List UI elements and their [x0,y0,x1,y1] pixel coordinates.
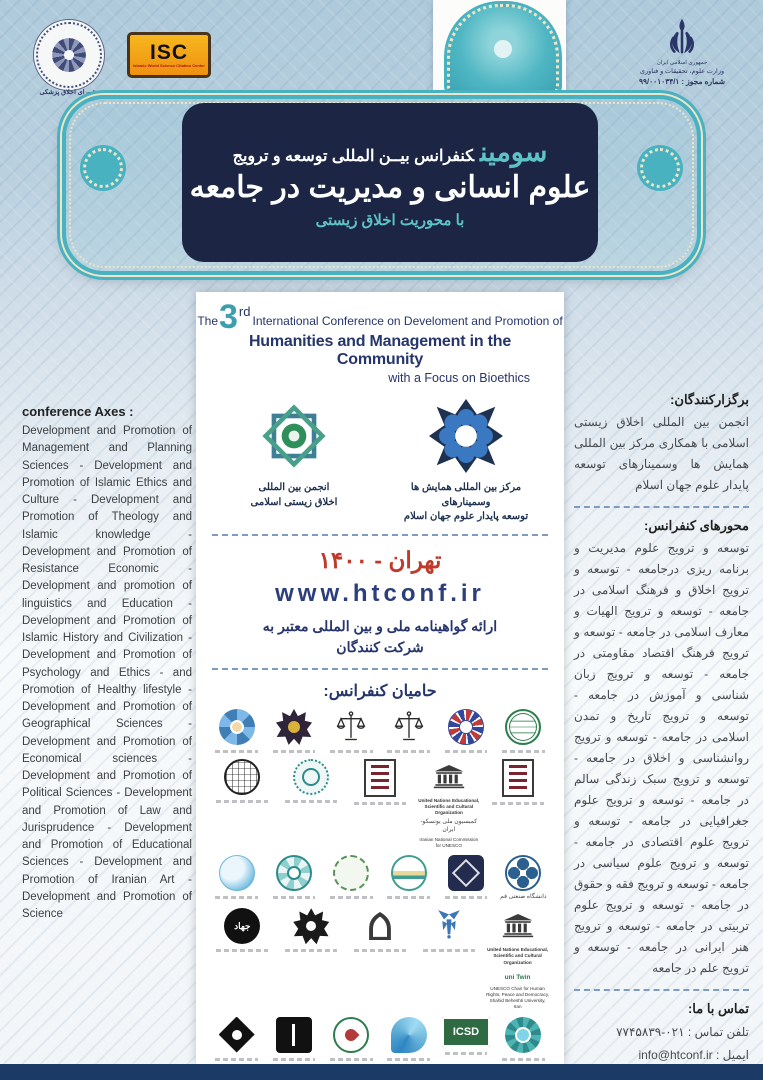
green-ornate-society-logo-caption-line [330,896,373,899]
iran-medical-university-logo [208,1017,265,1061]
english-title-line2: Humanities and Management in the Community [248,333,512,368]
sbu-medical-university-logo-caption-line [273,1058,316,1061]
islamic-azad-university-logo-icon [431,908,467,944]
islamic-human-rights-commission-logo-icon [224,759,260,795]
unesco-logo-label-en2: Iranian National Commission for UNESCO [419,837,479,849]
dark-ornament-institute-logo-caption-line [445,896,488,899]
iran-medical-university-logo-caption-line [215,1058,258,1061]
persian-title-third-word: سومین [480,136,548,167]
isesco-logo-caption-line [502,750,545,753]
bioethics-association-logo-block [215,399,373,525]
wave-seal-center-logo [380,855,437,899]
isc-label: ISC [149,40,188,64]
bioethics-association-caption [215,481,373,510]
unesco-chair-unitwin-logo-unitwin-badge: uni Twin [504,973,531,981]
top-dome-ornament-icon [447,4,559,96]
sponsor-row-3 [208,855,552,902]
sbu-medical-university-logo [265,1017,322,1061]
humanities-cultural-studies-institute-logo-caption-line [285,949,337,952]
humanities-cultural-studies-institute-logo-icon [293,908,329,944]
dark-ornament-institute-logo [437,855,494,899]
medical-ethics-law-research-center-logo-icon [293,759,329,795]
industrial-research-sustainable-development-center-logo [380,1017,437,1061]
gov-line1: جمهوری اسلامی ایران [656,60,708,66]
sponsor-row-2 [208,759,552,850]
water-emblem-logo-caption-line [215,896,258,899]
humanities-cultural-studies-institute-logo [277,908,346,952]
unesco-logo-label-fa: کمیسیون ملی یونسکو- ایران [420,819,478,834]
conference-center-logo-block [387,399,545,525]
justice-scales-logo-icon [391,709,427,745]
header-ornament-area [0,0,763,292]
shahid-beheshti-university-institute-logo-icon [364,759,396,797]
shahid-beheshti-university-law-faculty-logo-icon [502,759,534,797]
wave-seal-center-logo-caption-line [387,896,430,899]
separator [574,506,749,508]
regional-science-info-center-logo-caption-line [273,750,316,753]
english-title-number: 3 [219,298,238,336]
water-emblem-logo [208,855,265,899]
conference-center-caption [387,481,545,525]
unesco-logo [414,759,483,850]
isc-subtext: Islamic World Science Citation Center [133,62,205,68]
right-medallion-icon [640,148,680,188]
iran-ethics-association-logo [495,1017,552,1061]
left-medallion-icon [83,148,123,188]
water-emblem-logo-icon [219,855,255,891]
contact-email: ایمیل : info@htconf.ir [638,1047,749,1062]
judiciary-legal-office-logo-caption-line [330,750,373,753]
law-societies-union-logo-caption-line [215,750,258,753]
persian-title-line1-rest: کنفرانس بیــن المللی توسعه و ترویج [232,147,475,165]
english-title-ordinal: rd [238,304,251,319]
regional-science-info-center-logo-icon [276,709,312,745]
law-societies-union-logo-icon [219,709,255,745]
isesco-logo-icon [505,709,541,745]
green-ornate-society-logo [323,855,380,899]
english-title-line3: with a Focus on Bioethics [388,371,530,385]
university-seal-icon [36,22,102,88]
organizers-title: برگزارکنندگان: [670,392,749,407]
seal-flower-icon [52,38,86,72]
iran-emblem-icon [667,18,697,58]
organizer-logos [208,399,552,525]
center-card [196,292,564,1064]
medical-council-logo [323,1017,380,1061]
quran-sciences-university-logo [346,908,415,952]
justice-scales-logo-caption-line [387,750,430,753]
medical-council-logo-icon [333,1017,369,1053]
government-emblem-block [627,18,737,86]
unesco-chair-unitwin-logo-icon [500,908,536,944]
certificate-note [208,616,552,659]
jahad-daneshgahi-logo-icon: جهاد [224,908,260,944]
teal-compass-society-logo-caption-line [273,896,316,899]
main-content [0,292,763,1064]
teal-compass-society-logo-icon [276,855,312,891]
university-seal-caption: شورای اخلاق پزشکی [39,89,97,96]
english-title-block [197,298,563,385]
islamic-azad-university-logo-caption-line [423,949,475,952]
axes-body-en: Development and Promotion of Management and Planning Sciences - Development and Promotion of Islamic Ethics and Culture - Development and Promotion of Theology and Islamic knowledge - Development and Promotion of Resistance Economic - Development and promotion of linguistics and Education - Development and Promotion of Islamic History and Civilization - Development and Promotion of Psychology and Ethics - and Promotion of Healthy lifestyle - Development and Promotion of Geographical Sciences - Development and Promotion of Economical sciences - Development and Promotion of Political Sciences - Development and Promotion of Law and Jurisprudence - Development and Promotion of Educational Sciences - Development and Promotion of Iranian Art - Development and Promotion of Science [22,425,192,920]
website-url: www.htconf.ir [275,579,485,607]
right-column-persian [564,292,763,1064]
industrial-research-sustainable-development-center-logo-icon [391,1017,427,1053]
unesco-chair-unitwin-logo-label-en: United Nations Educational, Scientific and Cultural Organization [487,947,549,965]
sponsors-title: حامیان کنفرانس: [323,682,437,700]
isesco-logo [495,709,552,753]
child-rights-association-logo [437,709,494,753]
islamic-azad-university-logo [414,908,483,952]
bioethics-association-caption-line1: انجمن بین المللی [258,482,330,493]
contact-block [574,1001,749,1067]
teal-compass-society-logo [265,855,322,899]
jahad-daneshgahi-logo [208,908,277,952]
license-number: شماره مجوز : ۹۹/۰۰۱۰۳۴/۱ [639,77,725,86]
medical-ethics-law-research-center-logo-caption-line [285,800,337,803]
qom-university-of-technology-logo [495,855,552,902]
persian-title-banner [182,103,598,262]
unesco-logo-icon [431,759,467,795]
isc-logo [127,32,211,78]
english-title-line1-rest: International Conference on Develoment and Promotion of [252,314,563,328]
conference-center-logo-icon [429,399,503,473]
medical-ethics-law-research-center-logo [277,759,346,803]
english-title-the: The [197,314,218,328]
qom-university-of-technology-logo-icon [505,855,541,891]
islamic-human-rights-commission-logo-caption-line [216,800,268,803]
footer-bar [0,1064,763,1080]
conference-center-caption-line1: مرکز بین المللی همایش ها وسمینارهای [410,482,522,508]
law-societies-union-logo [208,709,265,753]
jahad-daneshgahi-logo-caption-line [216,949,268,952]
conference-axes-body-fa: توسعه و ترویج علوم مدیریت و برنامه ریزی درجامعه - توسعه و ترویج اخلاق و فرهنگ اسلامی در جامعه - توسعه و ترویج الهیات و معارف اسلامی در جامعه - توسعه و ترویج فرهنگ اقتصاد مقاومتی در جامعه - توسعه و ترویج زبان شناسی و آموزش در جامعه - توسعه و ترویج تاریخ و تمدن اسلامی در جامعه - توسعه و ترویج روانشناسی و اخلاق در جامعه - توسعه و ترویج سبک زندگی سالم در جامعه - توسعه و ترویج علوم جغرافیایی در جامعه - توسعه و ترویج علوم اقتصادی در جامعه - توسعه و ترویج علوم سیاسی در جامعه - توسعه و ترویج فقه و حقوق در جامعه - توسعه و ترویج علوم تربیتی در جامعه - توسعه و ترویج هنر ایرانی در جامعه - توسعه و ترویج علم در جامعه [574,541,749,975]
child-rights-association-logo-icon [448,709,484,745]
islamic-human-rights-commission-logo [208,759,277,803]
persian-title-line2: علوم انسانی و مدیریت در جامعه [189,170,591,204]
shahid-beheshti-university-law-faculty-logo [483,759,552,805]
certificate-note-line1: ارائه گواهینامه ملی و بین المللی معتبر به [262,617,498,634]
shahid-beheshti-university-law-faculty-logo-caption-line [492,802,544,805]
industrial-research-sustainable-development-center-logo-caption-line [387,1058,430,1061]
axes-title-en: conference Axes : [22,404,134,419]
quran-sciences-university-logo-icon [362,908,398,944]
sponsors-grid [208,703,552,1067]
judiciary-legal-office-logo [323,709,380,753]
wave-seal-center-logo-icon [391,855,427,891]
sponsor-row-4 [208,908,552,1010]
gov-line2: وزارت علوم، تحقیقات و فناوری [639,68,725,75]
shahid-beheshti-university-institute-logo [346,759,415,805]
quran-sciences-university-logo-caption-line [354,949,406,952]
conference-axes-title-fa: محورهای کنفرانس: [644,518,749,533]
conference-center-caption-line2: توسعه پایدار علوم جهان اسلام [403,511,529,522]
child-rights-association-logo-caption-line [445,750,488,753]
justice-scales-logo [380,709,437,753]
separator [212,668,548,670]
contact-title: تماس با ما: [687,1001,749,1016]
judiciary-legal-office-logo-icon [333,709,369,745]
green-ornate-society-logo-icon [333,855,369,891]
sponsor-row-5 [208,1017,552,1061]
city-year: تهران - ۱۴۰۰ [318,546,442,573]
medical-council-logo-caption-line [330,1058,373,1061]
persian-title-line1 [233,137,548,168]
qom-university-of-technology-logo-label-fa: دانشگاه صنعتی قم [500,894,547,901]
regional-science-info-center-logo [265,709,322,753]
dark-ornament-institute-logo-icon [448,855,484,891]
certificate-note-line2: شرکت کنندگان [336,639,424,656]
unesco-logo-label-en: United Nations Educational, Scientific and Cultural Organization [418,797,480,816]
icsd-logo-caption-line [445,1052,488,1055]
icsd-logo-icon: ICSD [442,1017,490,1047]
shahid-beheshti-university-institute-logo-caption-line [354,802,406,805]
english-title-line1 [197,298,563,336]
left-column-axes [0,292,196,1064]
bioethics-association-logo-icon [257,399,331,473]
sbu-medical-university-logo-icon [276,1017,312,1053]
unesco-chair-unitwin-logo-label-en2: UNESCO Chair for Human Rights, Peace and Democracy, Shahid Beheshti University, Iran [486,985,550,1010]
separator [574,989,749,991]
iran-medical-university-logo-icon [219,1017,255,1053]
unesco-chair-unitwin-logo [483,908,552,1010]
bioethics-association-caption-line2: اخلاق زیستی اسلامی [250,496,338,508]
organizers-body: انجمن بین المللی اخلاق زیستی اسلامی با همکاری مرکز بین المللی همایش ها وسمینارهای توسعه پایدار علوم جهان اسلام [574,415,749,492]
icsd-logo [437,1017,494,1055]
contact-phone: تلفن تماس : ۰۲۱-۷۷۴۵۸۳۹ [616,1025,749,1039]
iran-ethics-association-logo-caption-line [502,1058,545,1061]
persian-title-line3: با محوریت اخلاق زیستی [315,211,465,229]
separator [212,534,548,536]
iran-ethics-association-logo-icon [505,1017,541,1053]
sponsor-row-1 [208,709,552,753]
